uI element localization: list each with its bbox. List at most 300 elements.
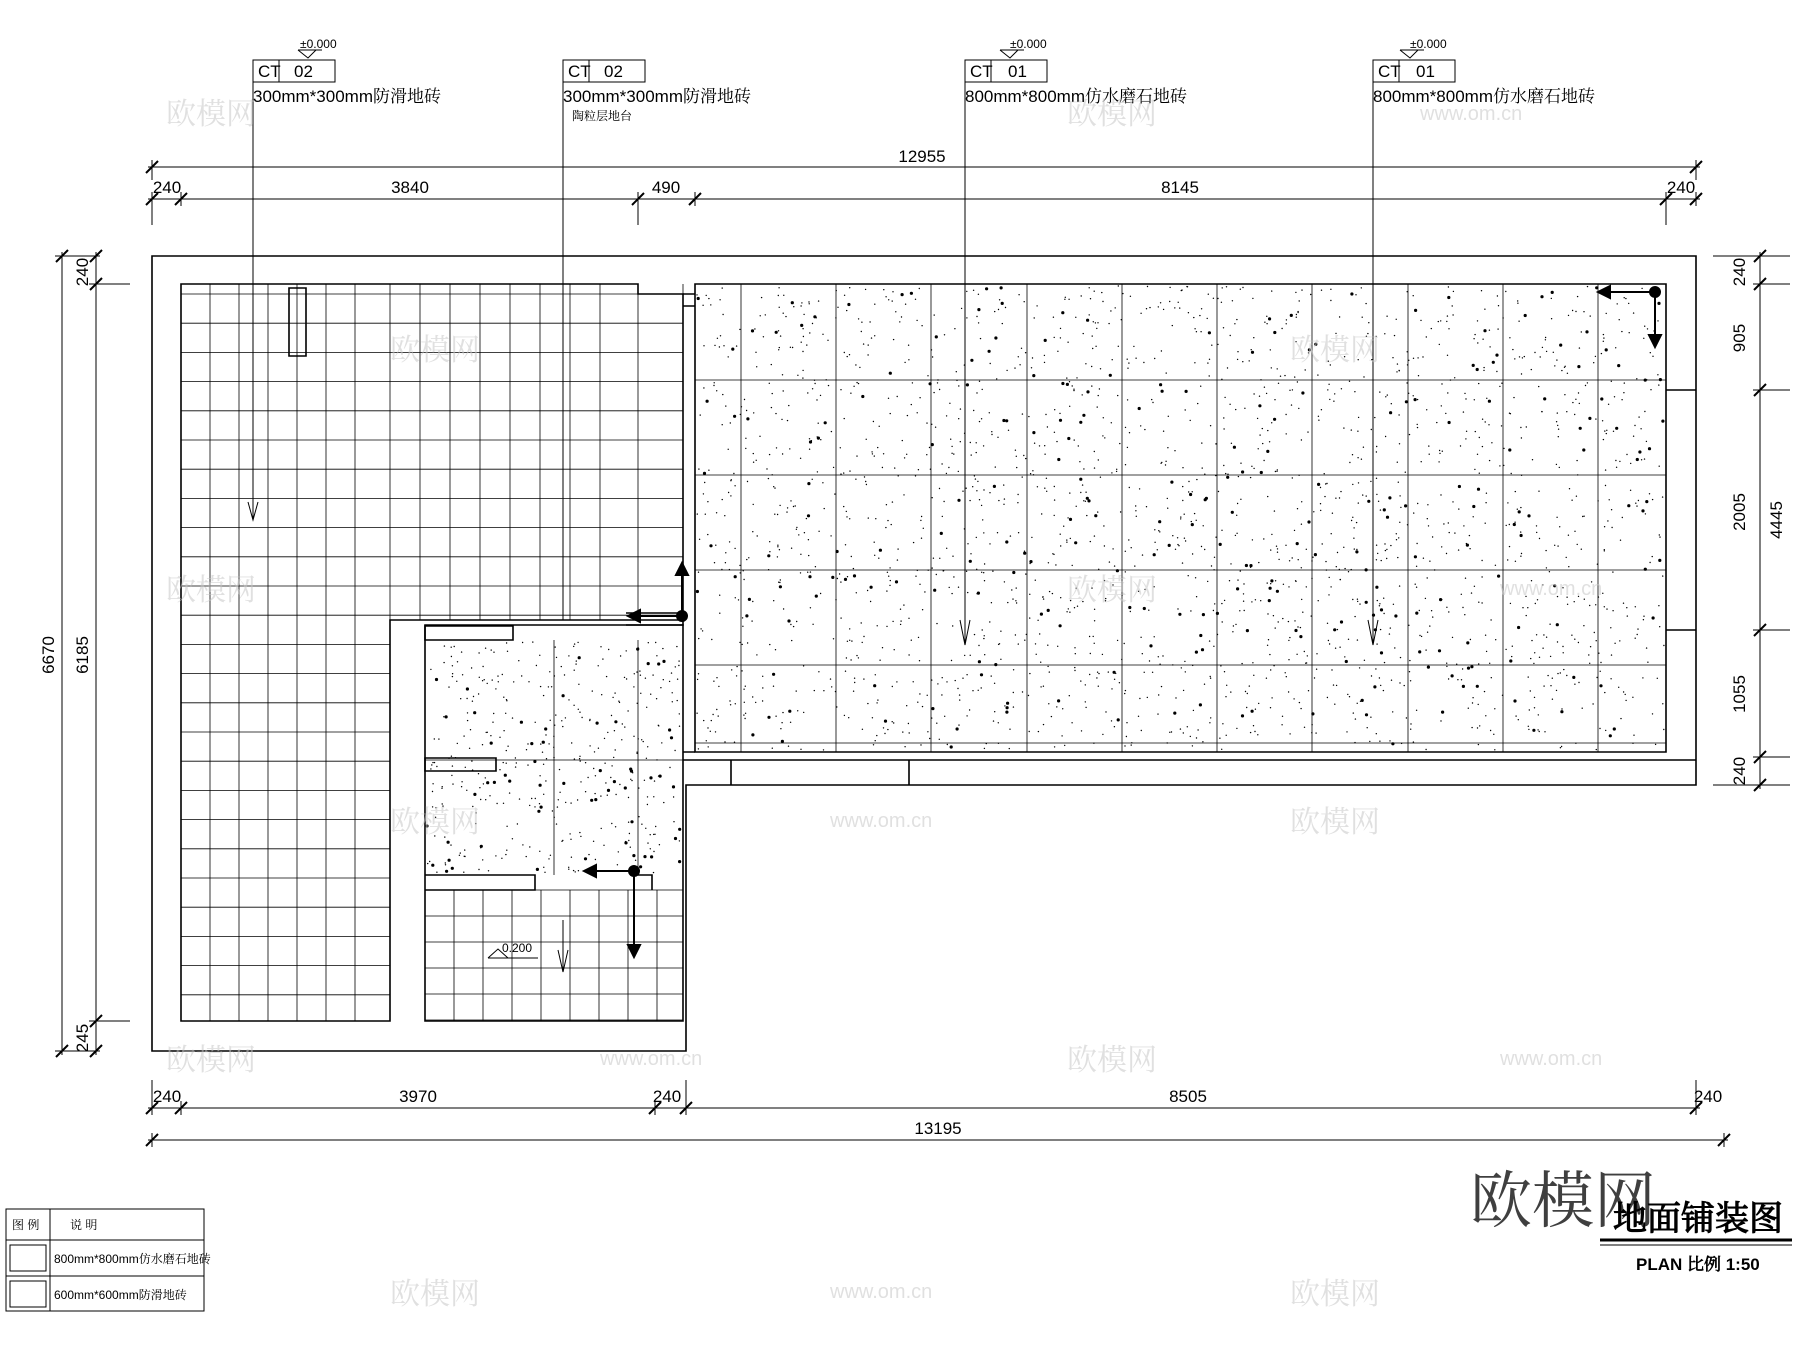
speckle-dot bbox=[849, 470, 850, 471]
speckle-dot bbox=[1310, 294, 1311, 295]
speckle-dot bbox=[847, 576, 848, 577]
speckle-dot bbox=[840, 389, 841, 390]
speckle-dot bbox=[1285, 545, 1286, 546]
speckle-dot bbox=[1560, 710, 1563, 713]
speckle-dot bbox=[797, 375, 798, 376]
speckle-dot bbox=[847, 356, 848, 357]
speckle-dot bbox=[555, 714, 556, 715]
speckle-dot bbox=[482, 666, 483, 667]
speckle-dot bbox=[506, 850, 507, 851]
speckle-dot bbox=[1125, 571, 1126, 572]
speckle-dot bbox=[1234, 323, 1235, 324]
speckle-dot bbox=[1085, 501, 1086, 502]
speckle-dot bbox=[1346, 731, 1347, 732]
speckle-dot bbox=[1503, 465, 1504, 466]
legend-header-symbol: 图 例 bbox=[12, 1218, 40, 1232]
speckle-dot bbox=[535, 722, 536, 723]
callout-2-num: 02 bbox=[604, 62, 623, 81]
speckle-dot bbox=[539, 851, 540, 852]
speckle-dot bbox=[1165, 461, 1166, 462]
speckle-dot bbox=[1341, 388, 1342, 389]
speckle-dot bbox=[1585, 330, 1588, 333]
speckle-dot bbox=[961, 308, 962, 309]
speckle-dot bbox=[1527, 514, 1530, 517]
speckle-dot bbox=[818, 300, 819, 301]
speckle-dot bbox=[748, 557, 749, 558]
speckle-dot bbox=[1611, 654, 1612, 655]
speckle-dot bbox=[1102, 734, 1103, 735]
speckle-dot bbox=[1065, 297, 1066, 298]
speckle-dot bbox=[981, 505, 982, 506]
speckle-dot bbox=[1242, 287, 1243, 288]
speckle-dot bbox=[831, 431, 832, 432]
speckle-dot bbox=[1415, 584, 1416, 585]
speckle-dot bbox=[845, 671, 846, 672]
speckle-dot bbox=[1076, 377, 1077, 378]
speckle-dot bbox=[1035, 643, 1036, 644]
speckle-dot bbox=[697, 297, 700, 300]
speckle-dot bbox=[725, 562, 726, 563]
speckle-dot bbox=[1108, 323, 1109, 324]
speckle-dot bbox=[837, 307, 838, 308]
speckle-dot bbox=[660, 687, 661, 688]
speckle-dot bbox=[1039, 445, 1040, 446]
speckle-dot bbox=[1216, 612, 1219, 615]
speckle-dot bbox=[1185, 671, 1186, 672]
speckle-dot bbox=[1356, 522, 1357, 523]
speckle-dot bbox=[639, 670, 640, 671]
speckle-dot bbox=[1262, 443, 1263, 444]
speckle-dot bbox=[931, 443, 934, 446]
speckle-dot bbox=[487, 683, 488, 684]
speckle-dot bbox=[777, 545, 778, 546]
speckle-dot bbox=[579, 758, 580, 759]
speckle-dot bbox=[751, 733, 754, 736]
speckle-dot bbox=[1252, 539, 1253, 540]
speckle-dot bbox=[837, 578, 838, 579]
speckle-dot bbox=[783, 295, 784, 296]
speckle-dot bbox=[713, 385, 714, 386]
speckle-dot bbox=[1225, 696, 1226, 697]
speckle-dot bbox=[1258, 562, 1259, 563]
speckle-dot bbox=[1398, 537, 1399, 538]
speckle-dot bbox=[1306, 662, 1307, 663]
speckle-dot bbox=[703, 472, 706, 475]
speckle-dot bbox=[631, 780, 632, 781]
speckle-dot bbox=[745, 448, 746, 449]
speckle-dot bbox=[1023, 552, 1026, 555]
speckle-dot bbox=[1098, 673, 1099, 674]
speckle-dot bbox=[1060, 328, 1061, 329]
speckle-dot bbox=[966, 291, 967, 292]
speckle-dot bbox=[460, 698, 461, 699]
speckle-dot bbox=[1079, 421, 1082, 424]
speckle-dot bbox=[803, 665, 804, 666]
speckle-dot bbox=[1251, 466, 1252, 467]
speckle-dot bbox=[1167, 508, 1168, 509]
speckle-dot bbox=[875, 674, 876, 675]
speckle-dot bbox=[778, 349, 779, 350]
speckle-dot bbox=[1416, 587, 1417, 588]
speckle-dot bbox=[1600, 397, 1603, 400]
speckle-dot bbox=[835, 317, 836, 318]
speckle-dot bbox=[611, 765, 612, 766]
speckle-dot bbox=[482, 859, 483, 860]
speckle-dot bbox=[604, 763, 605, 764]
speckle-dot bbox=[505, 854, 506, 855]
speckle-dot bbox=[1432, 536, 1433, 537]
speckle-dot bbox=[1286, 323, 1287, 324]
speckle-dot bbox=[729, 700, 730, 701]
speckle-dot bbox=[613, 757, 614, 758]
speckle-dot bbox=[1304, 651, 1305, 652]
speckle-dot bbox=[1252, 298, 1253, 299]
speckle-dot bbox=[1551, 291, 1554, 294]
speckle-dot bbox=[1448, 421, 1451, 424]
speckle-dot bbox=[1357, 431, 1358, 432]
speckle-dot bbox=[964, 655, 965, 656]
speckle-dot bbox=[1391, 403, 1392, 404]
speckle-dot bbox=[1249, 685, 1250, 686]
speckle-dot bbox=[550, 720, 551, 721]
speckle-dot bbox=[652, 674, 653, 675]
speckle-dot bbox=[1429, 625, 1430, 626]
speckle-dot bbox=[529, 846, 530, 847]
speckle-dot bbox=[1249, 360, 1250, 361]
speckle-dot bbox=[744, 718, 745, 719]
speckle-dot bbox=[1431, 328, 1432, 329]
speckle-dot bbox=[495, 688, 496, 689]
speckle-dot bbox=[913, 542, 914, 543]
speckle-dot bbox=[1339, 569, 1340, 570]
speckle-dot bbox=[1414, 309, 1417, 312]
speckle-dot bbox=[1398, 414, 1399, 415]
speckle-dot bbox=[1560, 672, 1561, 673]
speckle-dot bbox=[1376, 478, 1377, 479]
speckle-dot bbox=[612, 697, 613, 698]
speckle-dot bbox=[773, 600, 774, 601]
speckle-dot bbox=[1612, 571, 1613, 572]
speckle-dot bbox=[436, 766, 437, 767]
speckle-dot bbox=[1013, 692, 1014, 693]
speckle-dot bbox=[539, 784, 542, 787]
speckle-dot bbox=[1619, 319, 1620, 320]
callout-3 bbox=[960, 50, 1047, 645]
speckle-dot bbox=[493, 713, 494, 714]
speckle-dot bbox=[1197, 729, 1198, 730]
speckle-dot bbox=[935, 427, 936, 428]
speckle-dot bbox=[822, 482, 823, 483]
speckle-dot bbox=[1275, 627, 1276, 628]
speckle-dot bbox=[432, 762, 433, 763]
speckle-dot bbox=[815, 566, 816, 567]
speckle-dot bbox=[1538, 714, 1539, 715]
speckle-dot bbox=[937, 379, 938, 380]
speckle-dot bbox=[1219, 543, 1222, 546]
speckle-dot bbox=[1108, 671, 1109, 672]
speckle-dot bbox=[483, 783, 484, 784]
speckle-dot bbox=[1022, 413, 1023, 414]
speckle-dot bbox=[1517, 303, 1518, 304]
speckle-dot bbox=[1097, 511, 1098, 512]
speckle-dot bbox=[769, 644, 770, 645]
speckle-dot bbox=[451, 775, 452, 776]
speckle-dot bbox=[730, 704, 731, 705]
speckle-dot bbox=[482, 680, 483, 681]
speckle-dot bbox=[761, 297, 762, 298]
speckle-dot bbox=[1223, 417, 1224, 418]
speckle-dot bbox=[731, 479, 732, 480]
speckle-dot bbox=[452, 676, 453, 677]
speckle-dot bbox=[796, 621, 797, 622]
speckle-dot bbox=[1474, 469, 1475, 470]
speckle-dot bbox=[1574, 639, 1575, 640]
speckle-dot bbox=[584, 857, 587, 860]
speckle-dot bbox=[747, 642, 748, 643]
speckle-dot bbox=[890, 580, 891, 581]
speckle-dot bbox=[1611, 527, 1612, 528]
speckle-dot bbox=[1015, 634, 1016, 635]
speckle-dot bbox=[589, 745, 590, 746]
speckle-dot bbox=[1089, 674, 1090, 675]
speckle-dot bbox=[1383, 598, 1384, 599]
speckle-dot bbox=[927, 375, 928, 376]
speckle-dot bbox=[1418, 650, 1421, 653]
speckle-dot bbox=[951, 453, 952, 454]
speckle-dot bbox=[937, 683, 938, 684]
speckle-dot bbox=[628, 840, 629, 841]
speckle-dot bbox=[1243, 593, 1244, 594]
speckle-dot bbox=[771, 407, 772, 408]
speckle-dot bbox=[1177, 608, 1178, 609]
speckle-dot bbox=[1422, 356, 1423, 357]
speckle-dot bbox=[844, 418, 845, 419]
speckle-dot bbox=[909, 732, 910, 733]
speckle-dot bbox=[1578, 682, 1579, 683]
speckle-dot bbox=[1485, 502, 1486, 503]
speckle-dot bbox=[1180, 728, 1181, 729]
speckle-dot bbox=[863, 343, 864, 344]
speckle-dot bbox=[1556, 464, 1557, 465]
speckle-dot bbox=[1029, 617, 1030, 618]
speckle-dot bbox=[1363, 376, 1364, 377]
speckle-dot bbox=[1440, 494, 1441, 495]
legend-row-1: 800mm*800mm仿水磨石地砖 bbox=[54, 1252, 211, 1266]
speckle-dot bbox=[1069, 518, 1072, 521]
speckle-dot bbox=[1587, 286, 1588, 287]
speckle-dot bbox=[1531, 640, 1532, 641]
speckle-dot bbox=[875, 518, 876, 519]
speckle-dot bbox=[1015, 450, 1016, 451]
speckle-dot bbox=[978, 294, 979, 295]
speckle-dot bbox=[445, 715, 448, 718]
speckle-dot bbox=[526, 856, 527, 857]
speckle-dot bbox=[1091, 366, 1092, 367]
speckle-dot bbox=[1317, 483, 1320, 486]
speckle-dot bbox=[1394, 335, 1395, 336]
speckle-dot bbox=[966, 317, 967, 318]
speckle-dot bbox=[1179, 307, 1180, 308]
speckle-dot bbox=[633, 686, 634, 687]
speckle-dot bbox=[1417, 357, 1418, 358]
speckle-dot bbox=[1377, 600, 1378, 601]
speckle-dot bbox=[810, 571, 811, 572]
speckle-dot bbox=[1549, 571, 1550, 572]
speckle-dot bbox=[1340, 491, 1341, 492]
speckle-dot bbox=[1502, 317, 1503, 318]
speckle-dot bbox=[1335, 498, 1336, 499]
speckle-dot bbox=[716, 709, 717, 710]
speckle-dot bbox=[856, 592, 857, 593]
speckle-dot bbox=[1017, 502, 1018, 503]
speckle-dot bbox=[1527, 607, 1528, 608]
speckle-dot bbox=[1086, 390, 1089, 393]
speckle-dot bbox=[949, 403, 950, 404]
speckle-dot bbox=[545, 780, 546, 781]
speckle-dot bbox=[822, 334, 823, 335]
speckle-dot bbox=[980, 673, 983, 676]
speckle-dot bbox=[1572, 310, 1573, 311]
speckle-dot bbox=[721, 569, 722, 570]
speckle-dot bbox=[1229, 404, 1230, 405]
speckle-dot bbox=[917, 412, 918, 413]
speckle-dot bbox=[874, 335, 875, 336]
speckle-dot bbox=[1549, 624, 1550, 625]
dim-right-4: 1055 bbox=[1730, 675, 1749, 713]
speckle-dot bbox=[1158, 306, 1159, 307]
speckle-dot bbox=[1399, 682, 1400, 683]
speckle-dot bbox=[1258, 404, 1261, 407]
speckle-dot bbox=[1039, 633, 1040, 634]
speckle-dot bbox=[653, 834, 654, 835]
speckle-dot bbox=[1397, 363, 1398, 364]
speckle-dot bbox=[1217, 634, 1218, 635]
speckle-dot bbox=[908, 654, 909, 655]
speckle-dot bbox=[1417, 424, 1418, 425]
speckle-dot bbox=[1294, 629, 1297, 632]
speckle-dot bbox=[1450, 379, 1451, 380]
speckle-dot bbox=[969, 709, 970, 710]
speckle-dot bbox=[445, 862, 446, 863]
dim-top-4: 8145 bbox=[1161, 178, 1199, 197]
speckle-dot bbox=[697, 513, 698, 514]
speckle-dot bbox=[1244, 610, 1245, 611]
speckle-dot bbox=[887, 520, 888, 521]
speckle-dot bbox=[1169, 732, 1170, 733]
walls bbox=[152, 256, 1696, 1051]
speckle-dot bbox=[545, 734, 546, 735]
speckle-dot bbox=[1605, 485, 1606, 486]
speckle-dot bbox=[1344, 656, 1345, 657]
speckle-dot bbox=[708, 298, 709, 299]
speckle-dot bbox=[1349, 462, 1350, 463]
speckle-dot bbox=[578, 684, 579, 685]
speckle-dot bbox=[1595, 418, 1596, 419]
speckle-dot bbox=[1009, 748, 1010, 749]
speckle-dot bbox=[702, 305, 703, 306]
speckle-dot bbox=[827, 340, 828, 341]
speckle-dot bbox=[1196, 520, 1197, 521]
speckle-dot bbox=[1298, 559, 1299, 560]
speckle-dot bbox=[454, 646, 455, 647]
speckle-dot bbox=[1546, 351, 1547, 352]
speckle-dot bbox=[1577, 474, 1578, 475]
speckle-dot bbox=[762, 676, 763, 677]
speckle-dot bbox=[1073, 390, 1074, 391]
speckle-dot bbox=[1118, 285, 1119, 286]
speckle-dot bbox=[1379, 603, 1380, 604]
speckle-dot bbox=[1172, 535, 1173, 536]
speckle-dot bbox=[1327, 697, 1328, 698]
speckle-dot bbox=[1196, 596, 1197, 597]
speckle-dot bbox=[1195, 651, 1198, 654]
speckle-dot bbox=[1002, 419, 1005, 422]
speckle-dot bbox=[789, 448, 790, 449]
speckle-dot bbox=[1605, 348, 1608, 351]
speckle-dot bbox=[1609, 499, 1610, 500]
speckle-dot bbox=[959, 694, 960, 695]
speckle-dot bbox=[1421, 636, 1422, 637]
speckle-dot bbox=[1539, 538, 1540, 539]
speckle-dot bbox=[1117, 718, 1120, 721]
speckle-dot bbox=[1641, 509, 1644, 512]
speckle-dot bbox=[966, 488, 967, 489]
speckle-dot bbox=[939, 739, 940, 740]
speckle-dot bbox=[659, 844, 660, 845]
speckle-dot bbox=[886, 590, 887, 591]
speckle-dot bbox=[1493, 734, 1494, 735]
speckle-dot bbox=[574, 670, 575, 671]
speckle-dot bbox=[1476, 685, 1479, 688]
speckle-dot bbox=[1114, 726, 1115, 727]
speckle-dot bbox=[1143, 607, 1146, 610]
speckle-dot bbox=[812, 479, 813, 480]
speckle-dot bbox=[1357, 703, 1358, 704]
speckle-dot bbox=[1615, 347, 1616, 348]
speckle-dot bbox=[625, 841, 626, 842]
dim-left-inner: 6185 bbox=[73, 636, 92, 674]
speckle-dot bbox=[855, 479, 856, 480]
speckle-dot bbox=[1581, 331, 1582, 332]
speckle-dot bbox=[1271, 290, 1272, 291]
speckle-dot bbox=[748, 598, 751, 601]
speckle-dot bbox=[1478, 602, 1479, 603]
speckle-dot bbox=[814, 383, 815, 384]
speckle-dot bbox=[1208, 294, 1209, 295]
speckle-dot bbox=[1288, 640, 1289, 641]
speckle-dot bbox=[1625, 694, 1626, 695]
speckle-dot bbox=[1201, 546, 1202, 547]
speckle-dot bbox=[1295, 581, 1296, 582]
speckle-dot bbox=[908, 723, 909, 724]
speckle-dot bbox=[752, 531, 753, 532]
speckle-dot bbox=[1080, 680, 1081, 681]
speckle-dot bbox=[452, 783, 453, 784]
speckle-dot bbox=[1557, 545, 1558, 546]
speckle-dot bbox=[716, 512, 717, 513]
speckle-dot bbox=[1481, 602, 1482, 603]
speckle-dot bbox=[1237, 351, 1238, 352]
speckle-dot bbox=[1246, 707, 1247, 708]
speckle-dot bbox=[1510, 413, 1511, 414]
speckle-dot bbox=[639, 865, 642, 868]
speckle-dot bbox=[620, 655, 621, 656]
speckle-dot bbox=[818, 423, 819, 424]
speckle-dot bbox=[1463, 411, 1464, 412]
speckle-dot bbox=[1587, 382, 1588, 383]
speckle-dot bbox=[1075, 317, 1076, 318]
speckle-dot bbox=[1358, 502, 1359, 503]
